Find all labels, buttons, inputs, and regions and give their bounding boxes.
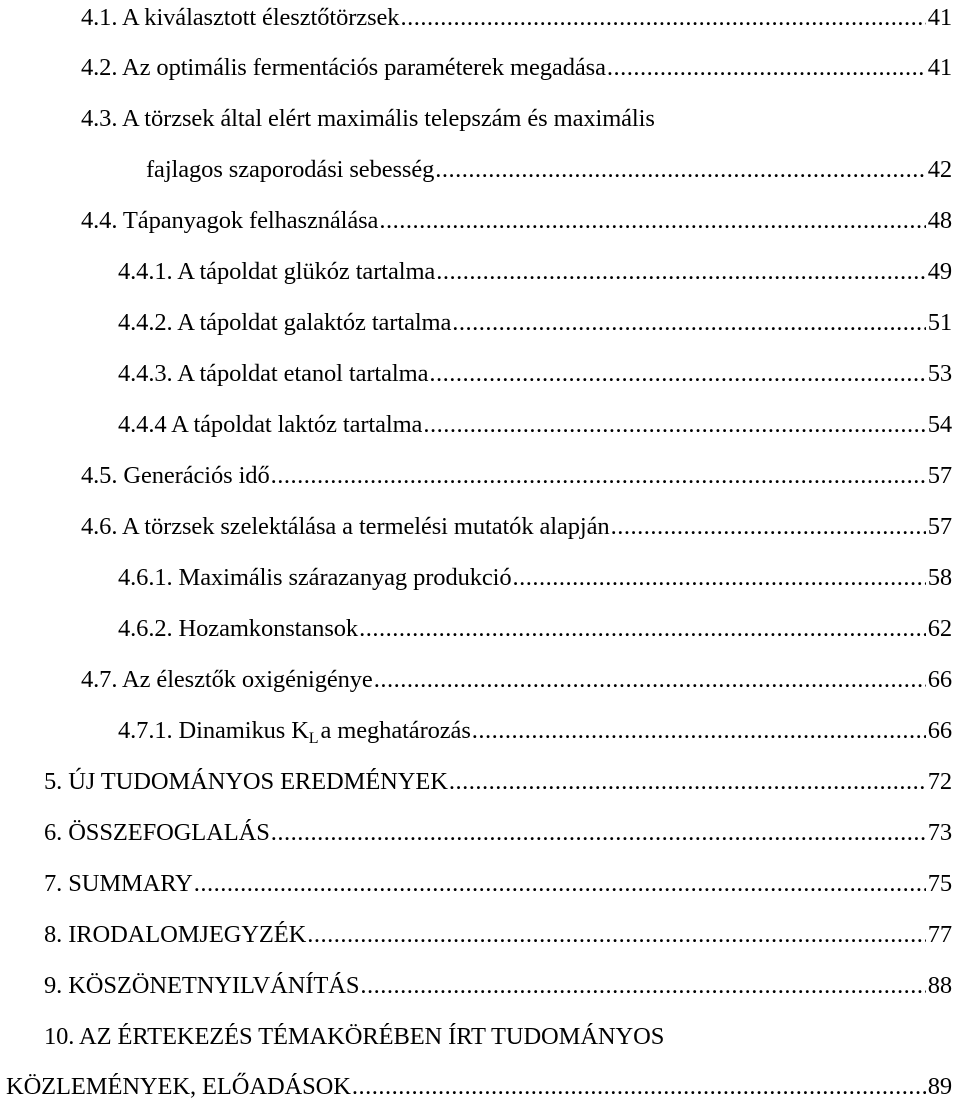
toc-entry-title: 5. ÚJ TUDOMÁNYOS EREDMÉNYEK	[44, 768, 448, 795]
toc-entry-page: 53	[927, 360, 952, 387]
toc-entry-page: 58	[927, 564, 952, 591]
toc-entry-title: 9. KÖSZÖNETNYILVÁNÍTÁS	[44, 972, 360, 999]
toc-entry-page: 41	[927, 4, 952, 31]
toc-leader-dots	[452, 311, 925, 336]
toc-entry-4-6-2	[118, 617, 952, 642]
toc-entry-title: 8. IRODALOMJEGYZÉK	[44, 921, 307, 948]
toc-entry-title: 4.4.3. A tápoldat etanol tartalma	[118, 360, 429, 387]
toc-leader-dots	[307, 923, 925, 948]
toc-entry-page: 73	[927, 819, 952, 846]
toc-leader-dots	[513, 566, 926, 591]
toc-entry-6	[44, 821, 952, 846]
toc-leader-dots	[360, 974, 925, 999]
toc-leader-dots	[194, 872, 926, 897]
toc-entry-4-2	[81, 56, 952, 81]
toc-leader-dots	[472, 719, 926, 744]
toc-entry-4-1	[81, 6, 952, 31]
toc-leader-dots	[379, 209, 925, 234]
toc-entry-page: 66	[927, 717, 952, 744]
toc-entry-4-7	[81, 668, 952, 693]
toc-entry-page: 75	[927, 870, 952, 897]
toc-entry-page: 42	[927, 156, 952, 183]
toc-entry-4-4-2	[118, 311, 952, 336]
toc-entry-title: 4.6. A törzsek szelektálása a termelési mutatók alapján	[81, 513, 610, 540]
toc-entry-title-rest: a meghatározás	[320, 717, 471, 744]
toc-entry-page: 62	[927, 615, 952, 642]
toc-leader-dots	[374, 668, 926, 693]
toc-entry-title: 4.1. A kiválasztott élesztőtörzsek	[81, 4, 400, 31]
toc-entry-title-subscript: L	[308, 730, 319, 747]
toc-entry-title: 4.7. Az élesztők oxigénigénye	[81, 666, 373, 693]
toc-entry-title: 4.4.4 A tápoldat laktóz tartalma	[118, 411, 423, 438]
toc-entry-page: 48	[927, 207, 952, 234]
toc-entry-title: 6. ÖSSZEFOGLALÁS	[44, 819, 270, 846]
toc-entry-page: 57	[927, 462, 952, 489]
toc-leader-dots	[607, 56, 926, 81]
toc-entry-4-4	[81, 209, 952, 234]
toc-entry-title-main: 4.7.1. Dinamikus K	[118, 717, 309, 744]
toc-leader-dots	[611, 515, 926, 540]
toc-entry-4-7-1	[118, 717, 952, 747]
toc-entry-title: 4.6.1. Maximális szárazanyag produkció	[118, 564, 512, 591]
toc-entry-9	[44, 974, 952, 999]
toc-leader-dots	[423, 413, 925, 438]
toc-entry-page: 49	[927, 258, 952, 285]
toc-entry-page: 88	[927, 972, 952, 999]
toc-entry-4-3	[81, 107, 655, 132]
toc-entry-title: 4.6.2. Hozamkonstansok	[118, 615, 359, 642]
toc-leader-dots	[400, 6, 925, 31]
toc-entry-page: 54	[927, 411, 952, 438]
toc-entry-title	[118, 717, 471, 747]
toc-entry-4-5	[81, 464, 952, 489]
toc-entry-title: 4.5. Generációs idő	[81, 462, 270, 489]
toc-leader-dots	[359, 617, 926, 642]
toc-entry-page: 41	[927, 54, 952, 81]
toc-leader-dots	[435, 158, 925, 183]
toc-entry-8	[44, 923, 952, 948]
toc-leader-dots	[429, 362, 925, 387]
toc-entry-page: 72	[927, 768, 952, 795]
toc-leader-dots	[352, 1075, 926, 1100]
toc-entry-4-6-1	[118, 566, 952, 591]
toc-entry-title: KÖZLEMÉNYEK, ELŐADÁSOK	[6, 1073, 351, 1100]
toc-entry-10	[44, 1025, 664, 1050]
toc-entry-page: 66	[927, 666, 952, 693]
toc-entry-4-4-4	[118, 413, 952, 438]
toc-entry-4-4-3	[118, 362, 952, 387]
toc-leader-dots	[436, 260, 926, 285]
toc-entry-title: 4.4.2. A tápoldat galaktóz tartalma	[118, 309, 452, 336]
toc-entry-page: 51	[927, 309, 952, 336]
toc-entry-title: 7. SUMMARY	[44, 870, 193, 897]
toc-entry-7	[44, 872, 952, 897]
toc-entry-4-6	[81, 515, 952, 540]
toc-entry-page: 77	[927, 921, 952, 948]
toc-entry-10-continued	[6, 1075, 952, 1100]
toc-entry-page: 57	[927, 513, 952, 540]
toc-entry-5	[44, 770, 952, 795]
toc-entry-title: 4.4. Tápanyagok felhasználása	[81, 207, 379, 234]
toc-entry-4-4-1	[118, 260, 952, 285]
toc-entry-4-3-continued	[146, 158, 952, 183]
toc-leader-dots	[271, 821, 926, 846]
toc-leader-dots	[271, 464, 926, 489]
toc-entry-title: fajlagos szaporodási sebesség	[146, 156, 435, 183]
toc-leader-dots	[449, 770, 926, 795]
toc-entry-title: 4.2. Az optimális fermentációs paraméterek megadása	[81, 54, 606, 81]
toc-entry-page: 89	[927, 1073, 952, 1100]
toc-entry-title: 4.4.1. A tápoldat glükóz tartalma	[118, 258, 436, 285]
toc-entry-title: 10. AZ ÉRTEKEZÉS TÉMAKÖRÉBEN ÍRT TUDOMÁNYOS	[44, 1023, 665, 1050]
toc-entry-title: 4.3. A törzsek által elért maximális telepszám és maximális	[81, 105, 655, 132]
